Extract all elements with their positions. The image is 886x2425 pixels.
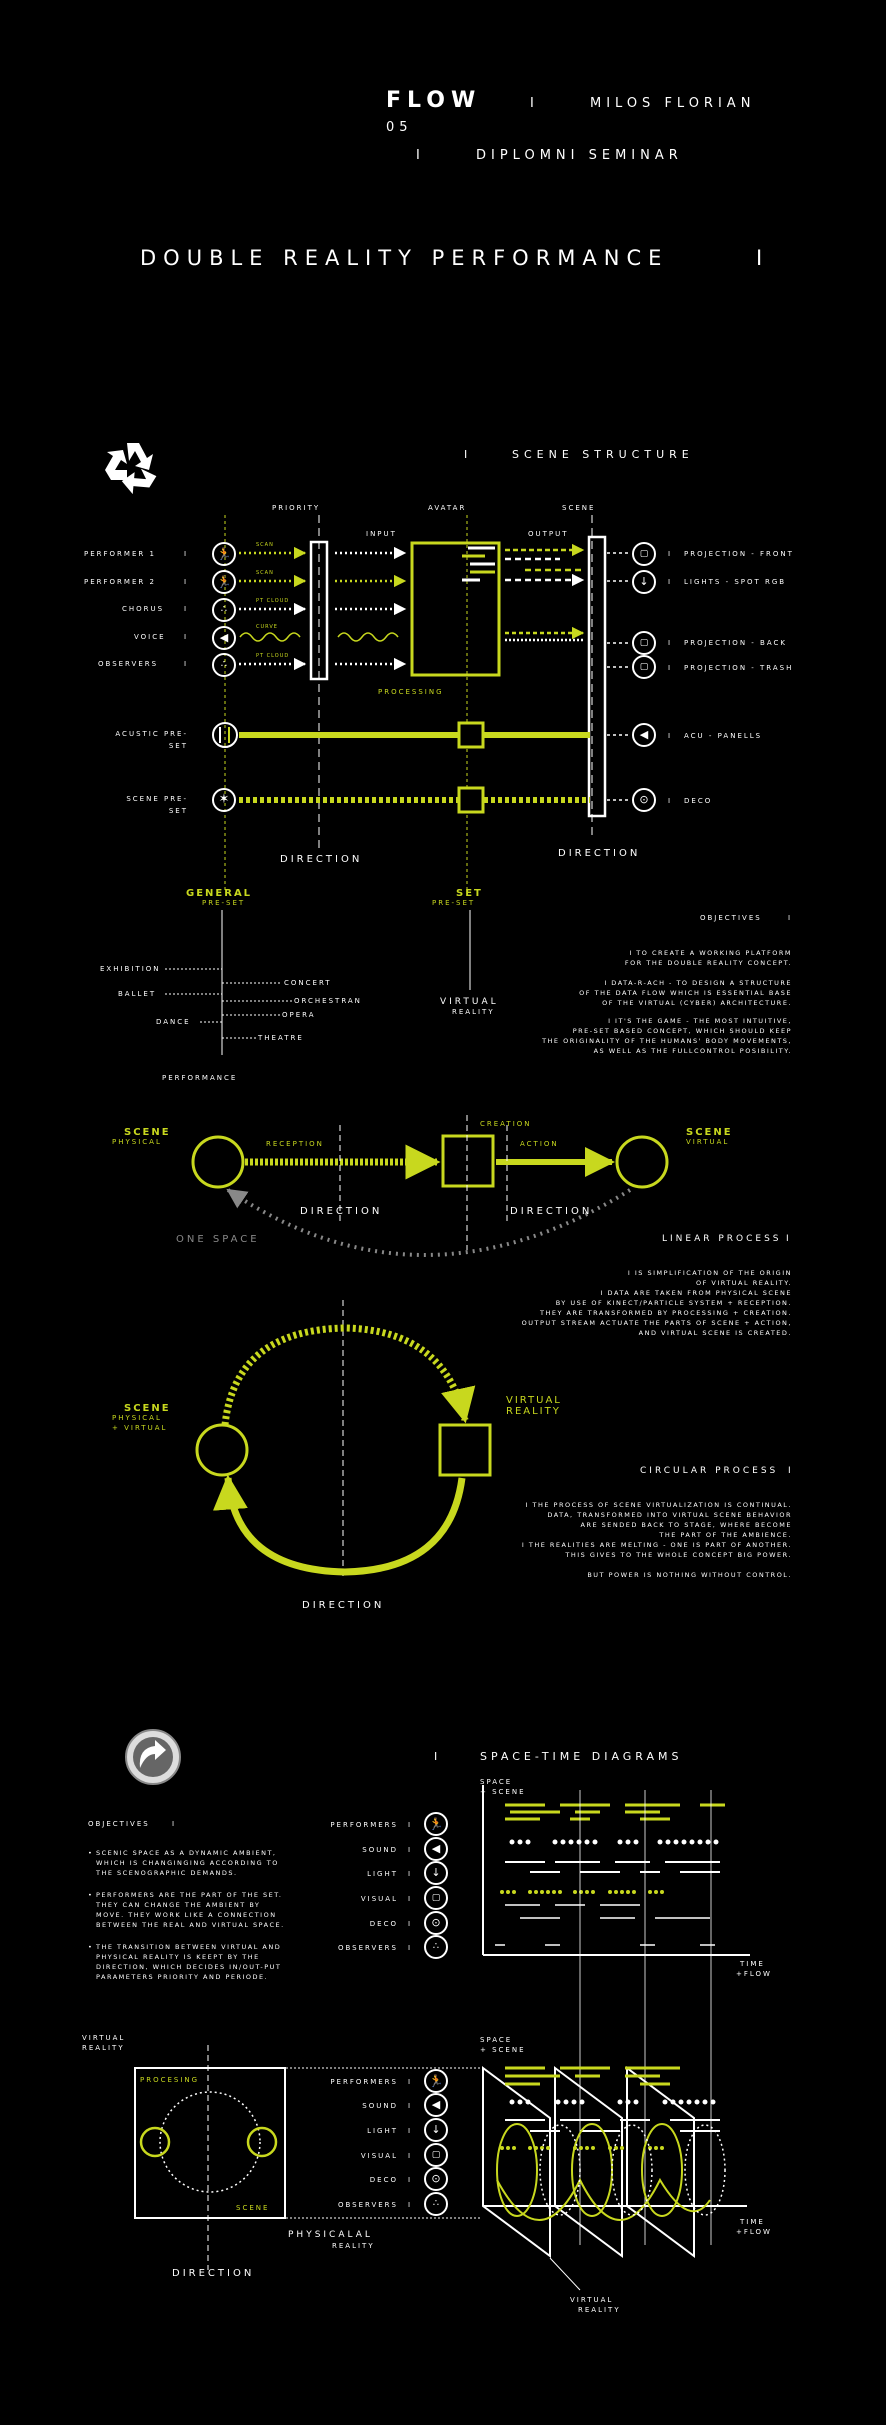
- speaker-icon: ◀: [212, 626, 236, 650]
- objective-paragraph: I TO CREATE A WORKING PLATFORM FOR THE DOUBLE REALITY CONCEPT.: [624, 949, 792, 967]
- row-label: PERFORMERS: [330, 1821, 398, 1829]
- direction-label: DIRECTION: [300, 1206, 383, 1217]
- space-axis-label: SPACE: [480, 2036, 513, 2044]
- page-title: DOUBLE REALITY PERFORMANCE: [140, 246, 669, 270]
- output-label: PROJECTION - BACK: [684, 639, 787, 647]
- row-label: SOUND: [362, 2102, 398, 2110]
- genre-label: THEATRE: [258, 1034, 304, 1042]
- virtual-reality-label: VIRTUAL: [570, 2296, 614, 2304]
- scene-label: + VIRTUAL: [112, 1424, 168, 1432]
- time-axis-label: TIME: [740, 2218, 765, 2226]
- row-separator: I: [184, 550, 189, 558]
- row-separator: I: [184, 633, 189, 641]
- time-axis-label: +FLOW: [736, 2228, 772, 2236]
- row-separator: I: [668, 578, 673, 586]
- input-label: PERFORMER 2: [84, 578, 156, 586]
- procesing-label: PROCESING: [140, 2076, 200, 2084]
- header-separator: I: [416, 148, 425, 163]
- direction-label: DIRECTION: [302, 1600, 385, 1611]
- row-label: LIGHT: [367, 1870, 398, 1878]
- scene-label: SCENE: [236, 2204, 270, 2212]
- refresh-icon: [126, 1730, 180, 1784]
- input-label: CHORUS: [122, 605, 165, 613]
- output-label: PROJECTION - FRONT: [684, 550, 794, 558]
- row-separator: I: [668, 797, 673, 805]
- set-preset-label: SET: [456, 888, 483, 899]
- speaker-icon: ◀: [424, 2093, 448, 2117]
- runner-icon: 🏃: [424, 2069, 448, 2093]
- one-space-label: ONE SPACE: [176, 1234, 260, 1245]
- runner-icon: 🏃: [212, 570, 236, 594]
- scene-virtual-label: SCENE: [686, 1127, 733, 1138]
- row-separator: I: [408, 1846, 413, 1854]
- input-label: VOICE: [134, 633, 166, 641]
- star-icon: ✶: [212, 788, 236, 812]
- section-separator: I: [434, 1750, 441, 1763]
- circular-process-heading: CIRCULAR PROCESS: [640, 1466, 779, 1476]
- circular-process-text: I THE PROCESS OF SCENE VIRTUALIZATION IS CONTINUAL. DATA, TRANSFORMED INTO VIRTUAL SCENE BEHAVIOR ARE SENDED BACK TO STAGE, WHERE BECOME THE PART OF THE AMBIENCE. I THE REALITIES ARE MELTING - ONE IS PART OF ANOTHER. THIS GIVES TO THE WHOLE CONCEPT BIG POWER. BUT POWER IS NOTHING WITHOUT CONTROL.: [521, 1501, 792, 1579]
- row-separator: I: [668, 732, 673, 740]
- group-icon: ∴: [212, 598, 236, 622]
- objective-paragraph: I DATA-R-ACH - TO DESIGN A STRUCTURE OF THE DATA FLOW WHICH IS ESSENTIAL BASE OF THE VIRTUAL (CYBER) ARCHITECTURE.: [579, 979, 792, 1007]
- physical-reality-label: REALITY: [332, 2242, 375, 2250]
- group-icon: ∴: [212, 653, 236, 677]
- direction-label: DIRECTION: [280, 854, 363, 865]
- genre-label: ORCHESTRAN: [294, 997, 362, 1005]
- objective-item: • PERFORMERS ARE THE PART OF THE SET. THEY CAN CHANGE THE AMBIENT BY MOVE. THEY WORK LIKE A CONNECTION BETWEEN THE REAL AND VIRTUAL SPACE.: [88, 1890, 288, 1930]
- recycle-icon: [105, 443, 157, 496]
- screen-icon: ▢: [632, 542, 656, 566]
- output-label: PROJECTION - TRASH: [684, 664, 794, 672]
- row-separator: I: [408, 1821, 413, 1829]
- group-icon: ∴: [424, 2192, 448, 2216]
- virtual-reality-label: REALITY: [506, 1406, 561, 1417]
- signal-label: SCAN: [256, 570, 274, 576]
- genre-label: EXHIBITION: [100, 965, 161, 973]
- spotlight-icon: ↓: [632, 570, 656, 594]
- direction-label: DIRECTION: [510, 1206, 593, 1217]
- space-axis-label: SPACE: [480, 1778, 513, 1786]
- scene-label: PHYSICAL: [112, 1414, 162, 1422]
- genre-label: OPERA: [282, 1011, 316, 1019]
- spotlight-icon: ↓: [424, 1861, 448, 1885]
- spotlight-icon: ↓: [424, 2118, 448, 2142]
- section-heading: SCENE STRUCTURE: [512, 448, 694, 461]
- objectives-heading: OBJECTIVES: [88, 1820, 150, 1828]
- heading-separator: I: [788, 1466, 794, 1476]
- processing-label: PROCESSING: [378, 688, 444, 696]
- objective-item: • SCENIC SPACE AS A DYNAMIC AMBIENT, WHICH IS CHANGINGING ACCORDING TO THE SCENOGRAPHIC DEMANDS.: [88, 1848, 288, 1878]
- row-label: VISUAL: [360, 2152, 398, 2160]
- row-separator: I: [668, 550, 673, 558]
- scene-virtual-label: VIRTUAL: [686, 1138, 730, 1146]
- output-label: ACU - PANELLS: [684, 732, 763, 740]
- performance-label: PERFORMANCE: [162, 1074, 238, 1082]
- row-label: PERFORMERS: [330, 2078, 398, 2086]
- action-label: ACTION: [520, 1140, 559, 1148]
- row-separator: I: [184, 660, 189, 668]
- author-name: MILOS FLORIAN: [590, 96, 756, 111]
- scene-physical-label: SCENE: [124, 1127, 171, 1138]
- time-axis-label: TIME: [740, 1960, 765, 1968]
- objective-item: • THE TRANSITION BETWEEN VIRTUAL AND PHYSICAL REALITY IS KEEPT BY THE DIRECTION, WHICH DECIDES IN/OUT-PUT PARAMETERS PRIORITY AND PERIODE.: [88, 1942, 288, 1982]
- row-separator: I: [408, 1944, 413, 1952]
- direction-label: DIRECTION: [172, 2268, 255, 2279]
- signal-label: PT CLOUD: [256, 653, 290, 659]
- space-axis-label: + SCENE: [480, 1788, 526, 1796]
- row-label: VISUAL: [360, 1895, 398, 1903]
- row-label: DECO: [369, 1920, 398, 1928]
- virtual-reality-label: REALITY: [578, 2306, 621, 2314]
- title-separator: I: [756, 246, 770, 270]
- virtual-reality-label: VIRTUAL: [506, 1395, 562, 1406]
- row-label: OBSERVERS: [337, 2201, 398, 2209]
- seminar-name: DIPLOMNI SEMINAR: [476, 148, 683, 163]
- column-scene: SCENE: [562, 504, 596, 512]
- objective-paragraph: I IT'S THE GAME - THE MOST INTUITIVE, PRE-SET BASED CONCEPT, WHICH SHOULD KEEP THE ORIGINALITY OF THE HUMANS' BODY MOVEMENTS, AS WELL AS THE FULLCONTROL POSIBILITY.: [542, 1017, 792, 1055]
- objectives-heading: OBJECTIVES: [700, 914, 762, 922]
- row-label: DECO: [369, 2176, 398, 2184]
- row-label: OBSERVERS: [337, 1944, 398, 1952]
- signal-label: CURVE: [256, 624, 278, 630]
- input-label: OBSERVERS: [98, 660, 159, 668]
- output-label: DECO: [684, 797, 713, 805]
- general-preset-label: PRE-SET: [202, 899, 246, 907]
- section-heading: SPACE-TIME DIAGRAMS: [480, 1750, 683, 1763]
- virtual-reality-label: VIRTUAL: [440, 997, 499, 1007]
- speaker-icon: ◀: [424, 1837, 448, 1861]
- speaker-icon: ◀: [632, 723, 656, 747]
- row-separator: I: [668, 664, 673, 672]
- sheet-code: 05: [386, 120, 413, 135]
- row-separator: I: [408, 2102, 413, 2110]
- runner-icon: 🏃: [212, 542, 236, 566]
- row-separator: I: [408, 2176, 413, 2184]
- virtual-reality-label: VIRTUAL: [82, 2034, 126, 2042]
- genre-label: CONCERT: [284, 979, 332, 987]
- runner-icon: 🏃: [424, 1812, 448, 1836]
- signal-label: SCAN: [256, 542, 274, 548]
- flow-title: FLOW: [386, 88, 482, 113]
- reception-label: RECEPTION: [266, 1140, 324, 1148]
- objectives-list: [88, 1848, 288, 1994]
- deco-icon: ⊙: [424, 1911, 448, 1935]
- row-separator: I: [408, 2127, 413, 2135]
- column-priority: PRIORITY: [272, 504, 321, 512]
- creation-label: CREATION: [480, 1120, 532, 1128]
- objectives-separator: I: [172, 1820, 177, 1828]
- virtual-reality-label: REALITY: [452, 1008, 495, 1016]
- row-label: SOUND: [362, 1846, 398, 1854]
- direction-label: DIRECTION: [558, 848, 641, 859]
- virtual-reality-label: REALITY: [82, 2044, 125, 2052]
- scene-preset-label: SCENE PRE-SET: [126, 795, 188, 815]
- row-label: LIGHT: [367, 2127, 398, 2135]
- physical-reality-label: PHYSICALAL: [288, 2230, 373, 2240]
- row-separator: I: [408, 1920, 413, 1928]
- row-separator: I: [408, 2152, 413, 2160]
- time-axis-label: +FLOW: [736, 1970, 772, 1978]
- scene-label: SCENE: [124, 1403, 171, 1414]
- set-preset-label: PRE-SET: [432, 899, 476, 907]
- input-label: PERFORMER 1: [84, 550, 156, 558]
- column-avatar: AVATAR: [428, 504, 467, 512]
- heading-separator: I: [786, 1234, 792, 1244]
- acoustic-preset-label: ACUSTIC PRE-SET: [115, 730, 188, 750]
- screen-icon: ▢: [424, 2143, 448, 2167]
- signal-label: PT CLOUD: [256, 598, 290, 604]
- group-icon: ∴: [424, 1935, 448, 1959]
- output-label: LIGHTS - SPOT RGB: [684, 578, 787, 586]
- row-separator: I: [408, 2201, 413, 2209]
- screen-icon: ▢: [632, 631, 656, 655]
- row-separator: I: [668, 639, 673, 647]
- linear-process-heading: LINEAR PROCESS: [662, 1234, 782, 1244]
- screen-icon: ▢: [632, 655, 656, 679]
- space-axis-label: + SCENE: [480, 2046, 526, 2054]
- objectives-separator: I: [788, 914, 793, 922]
- genre-label: DANCE: [156, 1018, 191, 1026]
- deco-icon: ⊙: [632, 788, 656, 812]
- deco-icon: ⊙: [424, 2167, 448, 2191]
- general-preset-label: GENERAL: [186, 888, 253, 899]
- column-output: OUTPUT: [528, 530, 569, 538]
- column-input: INPUT: [366, 530, 397, 538]
- genre-label: BALLET: [118, 990, 157, 998]
- header-separator: I: [530, 96, 539, 111]
- scene-physical-label: PHYSICAL: [112, 1138, 162, 1146]
- screen-icon: ▢: [424, 1886, 448, 1910]
- linear-process-text: I IS SIMPLIFICATION OF THE ORIGIN OF VIRTUAL REALITY. I DATA ARE TAKEN FROM PHYSICAL SCENE BY USE OF KINECT/PARTICLE SYSTEM + RECEPTION. THEY ARE TRANSFORMED BY PROCESSING + CREATION. OUTPUT STREAM ACTUATE THE PARTS OF SCENE + ACTION, AND VIRTUAL SCENE IS CREATED.: [521, 1269, 792, 1337]
- row-separator: I: [184, 578, 189, 586]
- row-separator: I: [408, 1870, 413, 1878]
- section-separator: I: [464, 448, 473, 461]
- row-separator: I: [408, 1895, 413, 1903]
- row-separator: I: [184, 605, 189, 613]
- row-separator: I: [408, 2078, 413, 2086]
